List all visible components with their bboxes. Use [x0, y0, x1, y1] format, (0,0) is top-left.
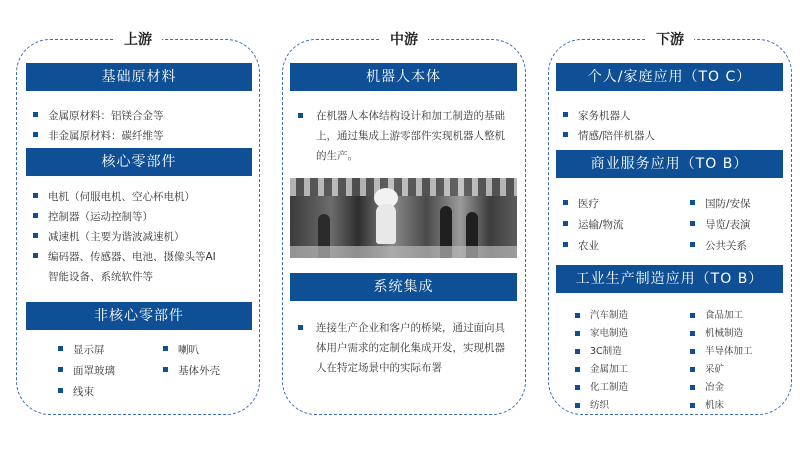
- list-item: 家电制造: [575, 325, 628, 343]
- list-item: 采矿: [690, 361, 753, 379]
- industrial-banner: 工业生产制造应用（TO B）: [556, 265, 783, 293]
- non-core-left-list: [58, 340, 115, 403]
- commercial-right-list: [690, 194, 751, 257]
- list-item: 减速机（主要为谐波减速机）: [33, 227, 216, 247]
- system-integration-banner: 系统集成: [290, 273, 517, 301]
- list-item: 面罩玻璃: [58, 361, 115, 382]
- industrial-right-list: [690, 307, 753, 415]
- list-item: 机械制造: [690, 325, 753, 343]
- list-item: 情感/陪伴机器人: [563, 126, 655, 146]
- list-item: 食品加工: [690, 307, 753, 325]
- list-item: 家务机器人: [563, 106, 655, 126]
- robot-photo: [290, 178, 517, 258]
- upstream-title: 上游: [114, 29, 162, 49]
- list-item: 国防/安保: [690, 194, 751, 215]
- bullet-marker: [298, 325, 303, 330]
- list-item: 基体外壳: [163, 361, 220, 382]
- commercial-left-list: [563, 194, 624, 257]
- list-item: 线束: [58, 382, 115, 403]
- list-item: 医疗: [563, 194, 624, 215]
- list-item: 化工制造: [575, 379, 628, 397]
- basic-materials-banner: 基础原材料: [26, 63, 252, 91]
- photo-floor: [290, 246, 517, 258]
- robot-body-banner: 机器人本体: [290, 63, 517, 91]
- non-core-right-list: [163, 340, 220, 382]
- list-item: 汽车制造: [575, 307, 628, 325]
- list-item: 农业: [563, 236, 624, 257]
- list-item: 喇叭: [163, 340, 220, 361]
- bullet-marker: [298, 113, 303, 118]
- list-item: 导览/表演: [690, 215, 751, 236]
- basic-materials-list: [33, 106, 164, 146]
- list-item: 金属原材料：铝镁合金等: [33, 106, 164, 126]
- system-integration-text: 连接生产企业和客户的桥梁，通过面向具体用户需求的定制化集成开发，实现机器人在特定场景中的实际布署: [298, 318, 510, 378]
- non-core-parts-banner: 非核心零部件: [26, 302, 252, 330]
- list-item: 金属加工: [575, 361, 628, 379]
- list-item: 电机（伺服电机、空心杯电机）: [33, 187, 216, 207]
- core-parts-continuation: 智能设备、系统软件等: [48, 271, 153, 283]
- list-item: 3C制造: [575, 343, 628, 361]
- photo-ceiling: [290, 178, 517, 196]
- personal-list: [563, 106, 655, 146]
- list-item: 编码器、传感器、电池、摄像头等AI: [33, 247, 216, 267]
- robot-body-text: 在机器人本体结构设计和加工制造的基础上，通过集成上游零部件实现机器人整机的生产。: [298, 106, 510, 166]
- robot-body: [376, 204, 396, 244]
- list-item: 非金属原材料：碳纤维等: [33, 126, 164, 146]
- list-item: 纺织: [575, 397, 628, 415]
- commercial-banner: 商业服务应用（TO B）: [556, 150, 783, 178]
- core-parts-list: [33, 187, 216, 267]
- list-item: 控制器（运动控制等）: [33, 207, 216, 227]
- personal-banner: 个人/家庭应用（TO C）: [556, 63, 783, 91]
- list-item: 公共关系: [690, 236, 751, 257]
- midstream-title: 中游: [380, 29, 428, 49]
- list-item: 冶金: [690, 379, 753, 397]
- list-item: 运输/物流: [563, 215, 624, 236]
- list-item: 机床: [690, 397, 753, 415]
- core-parts-banner: 核心零部件: [26, 148, 252, 176]
- list-item: 半导体加工: [690, 343, 753, 361]
- list-item: 显示屏: [58, 340, 115, 361]
- downstream-title: 下游: [646, 29, 694, 49]
- industrial-left-list: [575, 307, 628, 415]
